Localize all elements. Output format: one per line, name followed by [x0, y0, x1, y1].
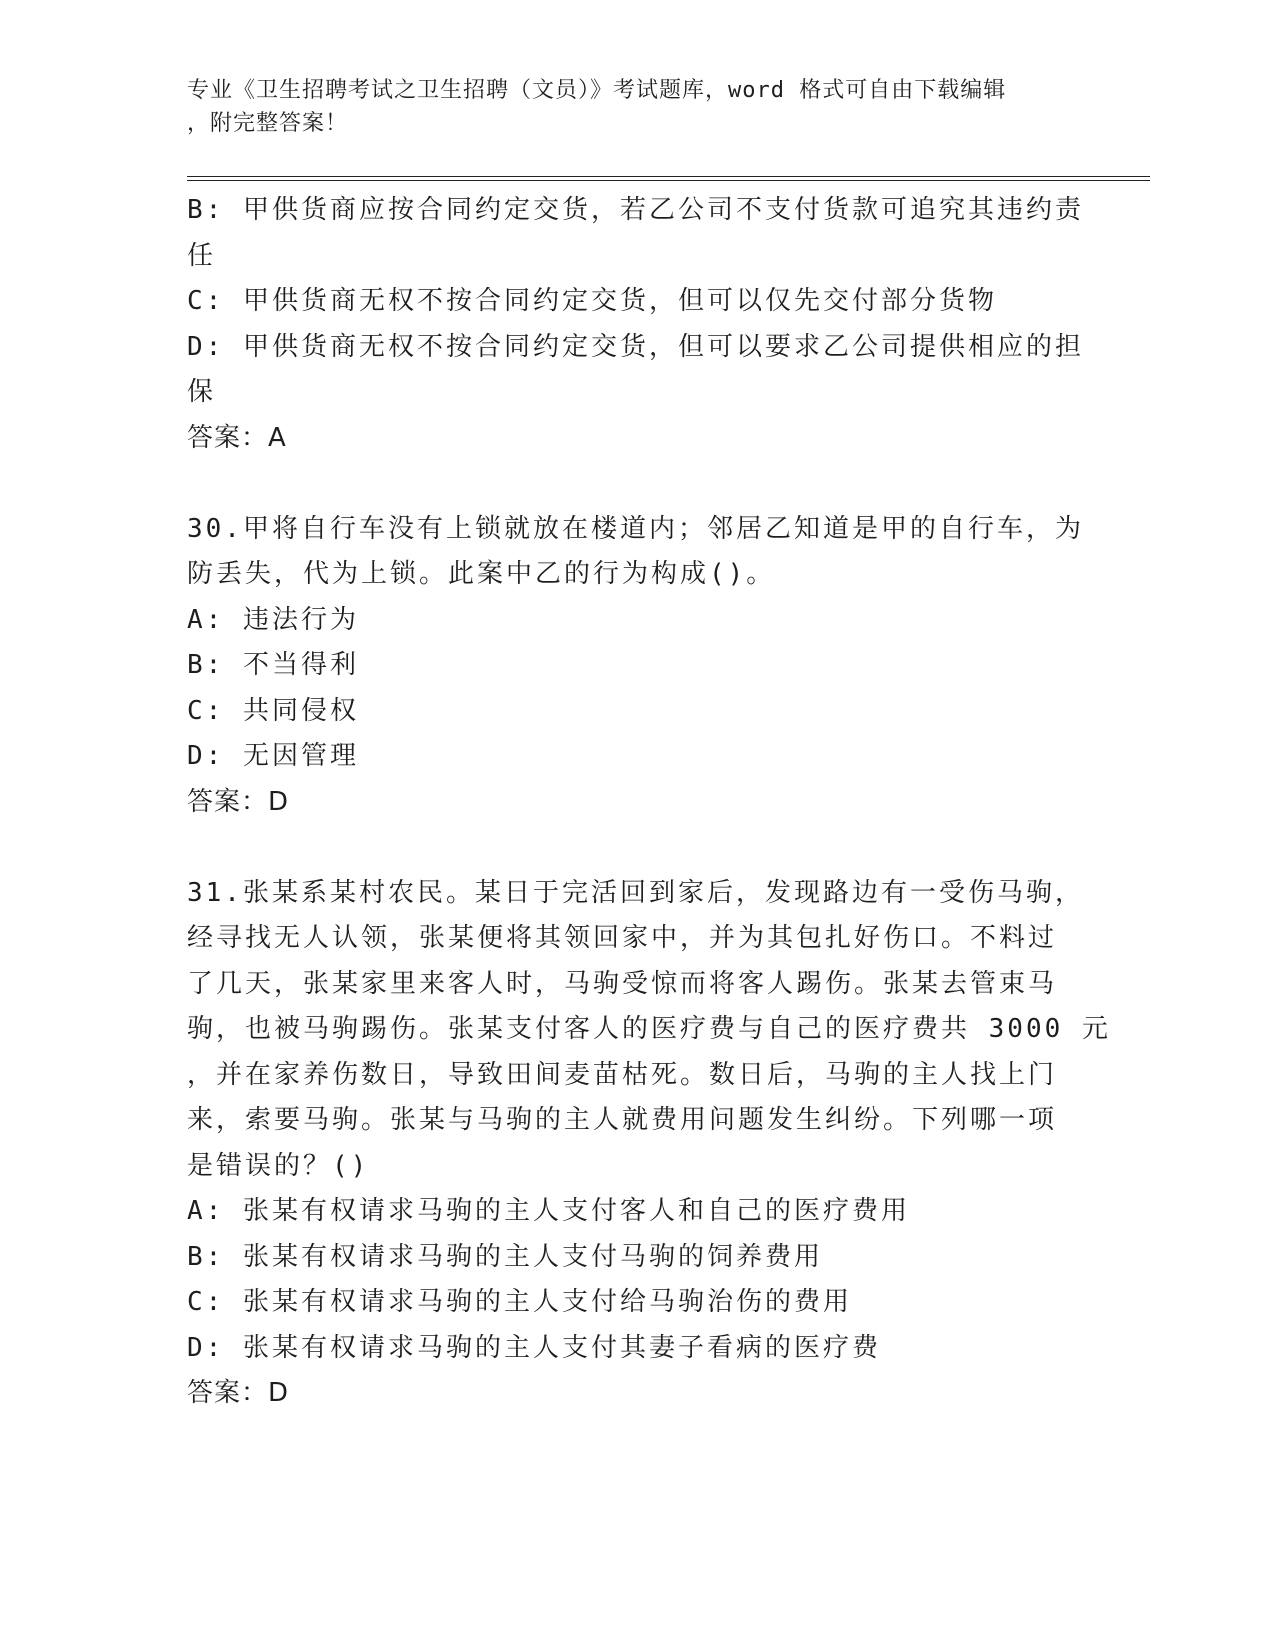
question-stem-continued: ，并在家养伤数日，导致田间麦苗枯死。数日后，马驹的主人找上门 — [187, 1059, 1058, 1090]
option-c: C: 甲供货商无权不按合同约定交货，但可以仅先交付部分货物 — [187, 286, 997, 316]
option-d: D: 张某有权请求马驹的主人支付其妻子看病的医疗费 — [187, 1332, 881, 1363]
question-stem-continued: 驹，也被马驹踢伤。张某支付客人的医疗费与自己的医疗费共 3000 元 — [187, 1014, 1111, 1044]
option-b-continued: 任 — [187, 240, 217, 271]
option-d-continued: 保 — [187, 377, 217, 407]
header-line-2: ，附完整答案！ — [187, 111, 349, 136]
spacer — [187, 825, 1067, 871]
answer: 答案：D — [187, 1378, 290, 1408]
option-a: A: 张某有权请求马驹的主人支付客人和自己的医疗费用 — [187, 1196, 910, 1226]
question-stem: 31.张某系某村农民。某日于完活回到家后，发现路边有一受伤马驹， — [187, 877, 1084, 908]
header-line-1: 专业《卫生招聘考试之卫生招聘（文员）》考试题库，word 格式可自由下载编辑 — [187, 78, 1007, 103]
question-stem: 30.甲将自行车没有上锁就放在楼道内；邻居乙知道是甲的自行车，为 — [187, 513, 1084, 544]
option-d: D: 甲供货商无权不按合同约定交货，但可以要求乙公司提供相应的担 — [187, 331, 1084, 362]
header-divider — [187, 176, 1150, 181]
option-b: B: 不当得利 — [187, 650, 359, 680]
question-stem-continued: 是错误的？() — [187, 1150, 370, 1181]
answer: 答案：A — [187, 422, 287, 453]
question-31 — [187, 871, 1111, 1417]
option-a: A: 违法行为 — [187, 604, 359, 635]
option-d: D: 无因管理 — [187, 741, 359, 771]
question-stem-continued: 防丢失，代为上锁。此案中乙的行为构成()。 — [187, 559, 776, 589]
answer: 答案：D — [187, 786, 290, 817]
option-c: C: 共同侵权 — [187, 695, 359, 726]
question-stem-continued: 来，索要马驹。张某与马驹的主人就费用问题发生纠纷。下列哪一项 — [187, 1105, 1058, 1135]
question-29-tail — [187, 188, 1084, 461]
spacer — [187, 461, 1067, 507]
option-b: B: 张某有权请求马驹的主人支付马驹的饲养费用 — [187, 1241, 823, 1272]
question-stem-continued: 了几天，张某家里来客人时，马驹受惊而将客人踢伤。张某去管束马 — [187, 968, 1058, 999]
option-c: C: 张某有权请求马驹的主人支付给马驹治伤的费用 — [187, 1287, 852, 1317]
question-content — [187, 188, 1111, 1417]
question-30 — [187, 507, 1084, 826]
question-stem-continued: 经寻找无人认领，张某便将其领回家中，并为其包扎好伤口。不料过 — [187, 923, 1058, 953]
option-b: B: 甲供货商应按合同约定交货，若乙公司不支付货款可追究其违约责 — [187, 195, 1084, 225]
document-header — [187, 74, 1067, 140]
